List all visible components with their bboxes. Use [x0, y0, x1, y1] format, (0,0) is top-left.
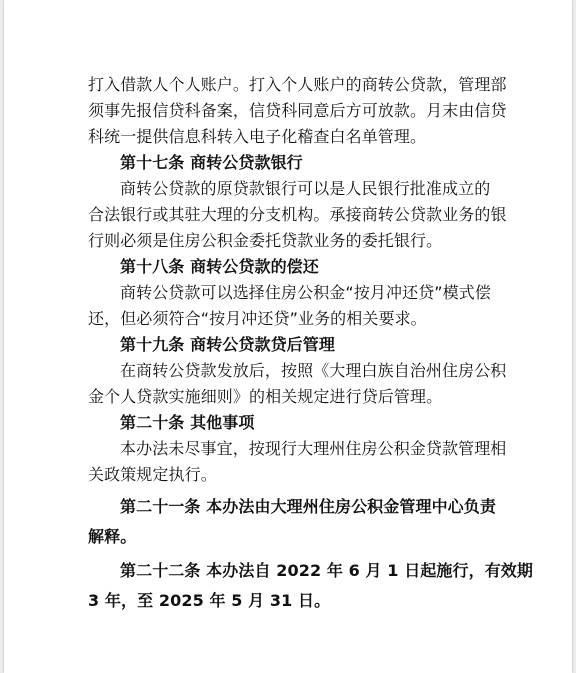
- text-line: 商转公贷款可以选择住房公积金“按月冲还贷”模式偿: [120, 283, 491, 302]
- article-18: [88, 254, 500, 332]
- text-line: 本办法未尽事宜，按现行大理州住房公积金贷款管理相: [120, 439, 507, 458]
- article-17: [88, 150, 507, 254]
- article-17-heading: 第十七条 商转公贷款银行: [120, 153, 303, 172]
- text-line: 须事先报信贷科备案，信贷科同意后方可放款。月末由信贷: [88, 101, 507, 120]
- text-line: 关政策规定执行。: [88, 465, 217, 484]
- article-19: [88, 332, 507, 410]
- text-line: 科统一提供信息科转入电子化稽查白名单管理。: [88, 127, 427, 146]
- paragraph-continuation: [88, 72, 507, 150]
- article-21: [88, 492, 500, 552]
- text-line: 金个人贷款实施细则》的相关规定进行贷后管理。: [88, 387, 443, 406]
- text-line: 商转公贷款的原贷款银行可以是人民银行批准成立的: [120, 179, 491, 198]
- article-22-line: 3 年，至 2025 年 5 月 31 日。: [88, 591, 331, 610]
- article-22-line: 第二十二条 本办法自 2022 年 6 月 1 日起施行，有效期: [120, 561, 533, 580]
- text-line: 在商转公贷款发放后，按照《大理白族自治州住房公积: [120, 361, 507, 380]
- article-22: [88, 556, 533, 616]
- text-line: 合法银行或其驻大理的分支机构。承接商转公贷款业务的银: [88, 205, 507, 224]
- article-21-line: 第二十一条 本办法由大理州住房公积金管理中心负责: [120, 497, 496, 516]
- article-20-heading: 第二十条 其他事项: [120, 413, 255, 432]
- text-line: 行则必须是住房公积金委托贷款业务的委托银行。: [88, 231, 443, 250]
- text-line: 打入借款人个人账户。打入个人账户的商转公贷款，管理部: [88, 75, 507, 94]
- article-20: [88, 410, 507, 488]
- article-21-line: 解释。: [88, 527, 137, 546]
- text-line: 还，但必须符合“按月冲还贷”业务的相关要求。: [88, 309, 427, 328]
- article-19-heading: 第十九条 商转公贷款贷后管理: [120, 335, 335, 354]
- document-page: [4, 0, 572, 673]
- article-18-heading: 第十八条 商转公贷款的偿还: [120, 257, 319, 276]
- document-body: [88, 72, 533, 616]
